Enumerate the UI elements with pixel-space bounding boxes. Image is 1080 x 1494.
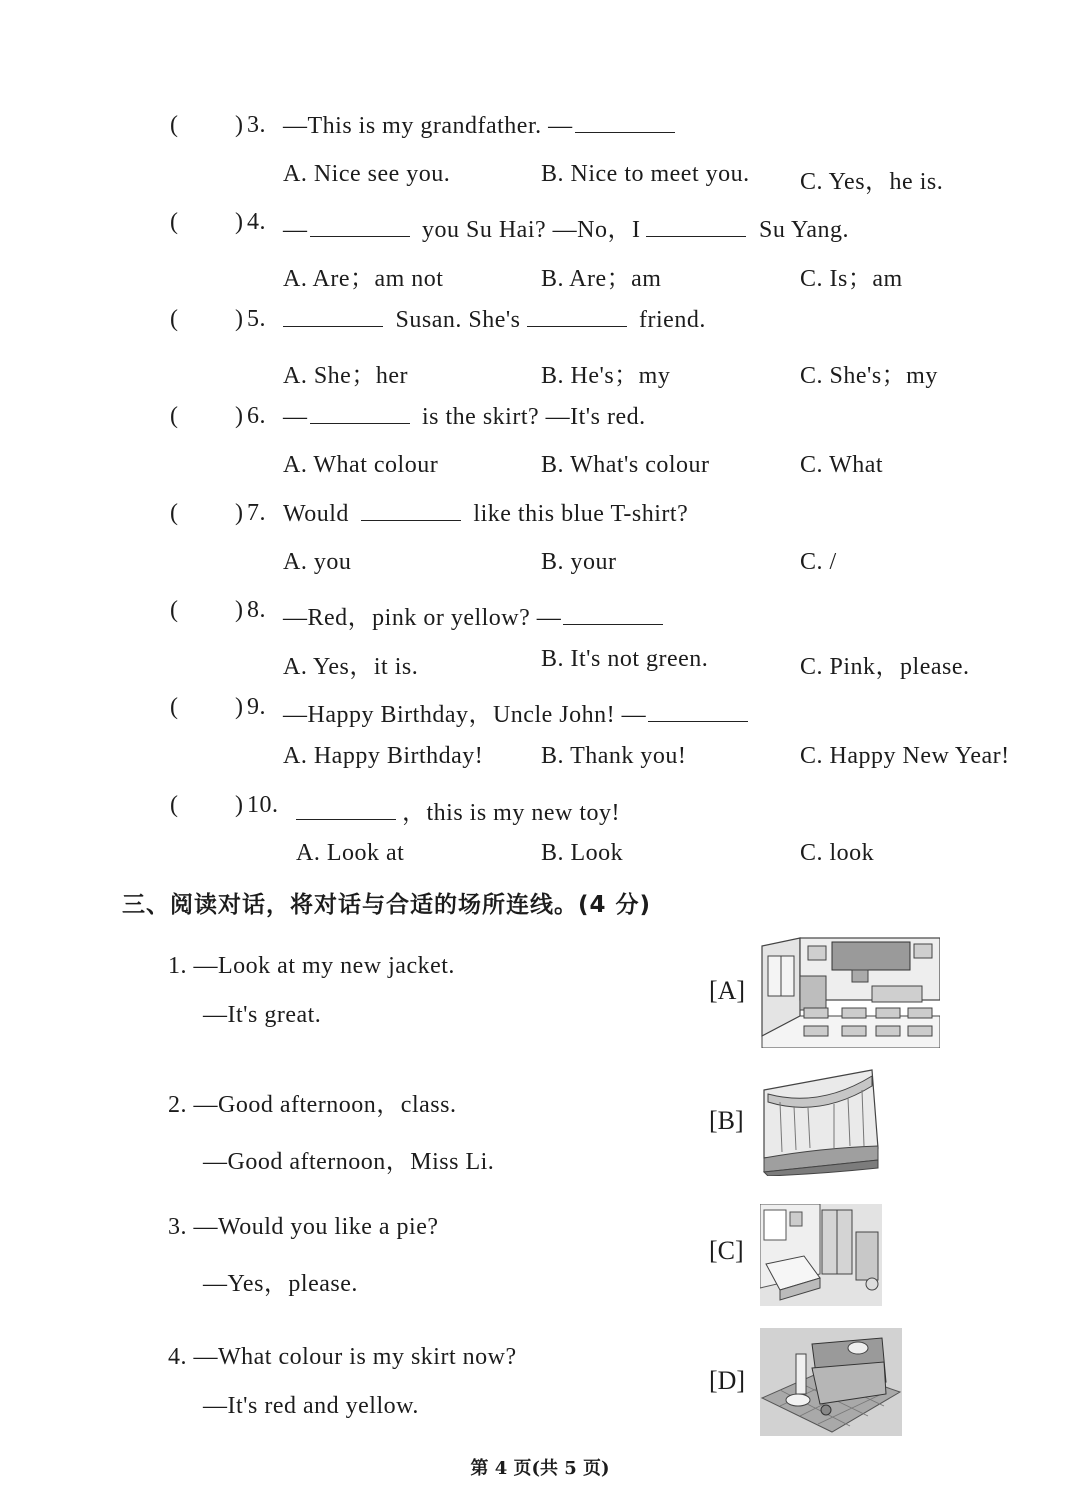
classroom-picture <box>760 936 940 1048</box>
stem-text: is the skirt? —It's red. <box>422 404 646 430</box>
question-9 <box>0 694 1080 742</box>
option-c: C. Is；am <box>800 266 903 292</box>
answer-paren-left: ( <box>170 792 179 818</box>
stem-text: ，this is my new toy! <box>402 800 620 826</box>
picture-label-a: [A] <box>709 976 746 1005</box>
dialogue-number: 3. <box>168 1214 187 1240</box>
answer-paren-right: ) <box>235 403 244 429</box>
answer-blank <box>310 403 410 424</box>
option-c: C. She's；my <box>800 363 938 389</box>
answer-paren-left: ( <box>170 306 179 332</box>
question-stem <box>283 112 681 140</box>
option-c: C. Happy New Year! <box>800 743 1010 769</box>
option-c: C. Pink，please. <box>800 654 970 680</box>
stem-text: —Red，pink or yellow? — <box>283 605 562 631</box>
dialogue-text: —Would you like a pie? <box>193 1214 439 1240</box>
option-a: A. Nice see you. <box>283 161 451 187</box>
question-number: 9. <box>247 694 266 720</box>
options-6 <box>0 452 1080 492</box>
page-footer: 第 4 页(共 5 页) <box>470 1458 610 1479</box>
question-4 <box>0 209 1080 257</box>
option-a: A. Happy Birthday! <box>283 743 484 769</box>
question-stem <box>283 403 646 431</box>
option-a: A. Look at <box>296 840 405 866</box>
question-number: 4. <box>247 209 266 235</box>
question-5 <box>0 306 1080 354</box>
option-b: B. Look <box>541 840 624 866</box>
question-stem <box>283 306 706 334</box>
dialogue-line <box>168 1084 494 1119</box>
option-c: C. What <box>800 452 884 478</box>
dialogue-3 <box>168 1214 439 1298</box>
stem-text: — <box>283 404 308 430</box>
option-c: C. look <box>800 840 875 866</box>
stem-text: —This is my grandfather. — <box>283 113 573 139</box>
dialogue-number: 1. <box>168 953 187 979</box>
answer-blank <box>361 500 461 521</box>
dialogue-4 <box>168 1344 517 1420</box>
question-stem <box>283 209 849 244</box>
answer-blank <box>296 799 396 820</box>
stage-picture <box>760 1068 882 1176</box>
stem-text: — <box>283 217 308 243</box>
options-5 <box>0 355 1080 395</box>
dialogue-reply: —Yes，please. <box>203 1271 358 1297</box>
picture-label-c: [C] <box>709 1236 744 1265</box>
question-stem <box>283 500 688 528</box>
options-10 <box>0 840 1080 880</box>
dialogue-line <box>168 1214 439 1241</box>
stem-text: Susan. She's <box>395 307 521 333</box>
answer-blank <box>283 306 383 327</box>
question-stem <box>283 597 669 632</box>
options-7 <box>0 549 1080 589</box>
answer-paren-right: ) <box>235 500 244 526</box>
option-b: B. He's；my <box>541 363 671 389</box>
dialogue-number: 4. <box>168 1344 187 1370</box>
picture-label-b: [B] <box>709 1106 744 1135</box>
dialogue-line <box>168 953 455 980</box>
dialogue-text: —Good afternoon，class. <box>193 1092 457 1118</box>
options-3 <box>0 161 1080 201</box>
answer-paren-left: ( <box>170 403 179 429</box>
section-heading: 三、阅读对话，将对话与合适的场所连线。(4 分) <box>122 892 652 918</box>
options-9 <box>0 743 1080 783</box>
picture-label-d: [D] <box>709 1366 746 1395</box>
answer-paren-right: ) <box>235 597 244 623</box>
stem-text: friend. <box>639 307 706 333</box>
answer-paren-right: ) <box>235 792 244 818</box>
option-b: B. your <box>541 549 617 575</box>
option-c: C. Yes，he is. <box>800 169 944 195</box>
dialogue-1 <box>168 953 455 1029</box>
options-8 <box>0 646 1080 686</box>
dialogue-2 <box>168 1084 494 1176</box>
stem-text: you Su Hai? —No，I <box>422 217 641 243</box>
answer-paren-left: ( <box>170 597 179 623</box>
option-b: B. Nice to meet you. <box>541 161 750 187</box>
dialogue-line <box>168 1344 517 1371</box>
answer-paren-right: ) <box>235 209 244 235</box>
question-7 <box>0 500 1080 548</box>
dialogue-number: 2. <box>168 1092 187 1118</box>
answer-paren-right: ) <box>235 112 244 138</box>
option-a: A. What colour <box>283 452 439 478</box>
answer-paren-right: ) <box>235 694 244 720</box>
answer-paren-left: ( <box>170 209 179 235</box>
answer-blank <box>648 701 748 722</box>
question-number: 3. <box>247 112 266 138</box>
stem-text: like this blue T-shirt? <box>473 501 689 527</box>
question-10 <box>0 792 1080 840</box>
option-b: B. It's not green. <box>541 646 709 672</box>
option-a: A. Are；am not <box>283 266 444 292</box>
dialogue-text: —Look at my new jacket. <box>193 953 455 979</box>
option-a: A. you <box>283 549 352 575</box>
answer-blank <box>575 112 675 133</box>
dialogue-text: —What colour is my skirt now? <box>193 1344 517 1370</box>
answer-blank <box>563 604 663 625</box>
question-3 <box>0 112 1080 160</box>
option-b: B. What's colour <box>541 452 710 478</box>
answer-paren-left: ( <box>170 500 179 526</box>
dialogue-reply: —It's red and yellow. <box>203 1393 419 1419</box>
option-b: B. Are；am <box>541 266 662 292</box>
option-a: A. She；her <box>283 363 408 389</box>
stem-text: Would <box>283 501 349 527</box>
answer-blank <box>310 216 410 237</box>
answer-blank <box>646 216 746 237</box>
stem-text: Su Yang. <box>758 217 850 243</box>
question-number: 5. <box>247 306 266 332</box>
option-c: C. / <box>800 549 837 575</box>
stem-text: —Happy Birthday，Uncle John! — <box>283 702 647 728</box>
option-b: B. Thank you! <box>541 743 687 769</box>
question-number: 8. <box>247 597 266 623</box>
picnic-picture <box>760 1328 902 1436</box>
bedroom-picture <box>760 1204 882 1306</box>
dialogue-reply: —Good afternoon，Miss Li. <box>203 1149 495 1175</box>
question-stem <box>296 792 620 827</box>
answer-blank <box>527 306 627 327</box>
options-4 <box>0 258 1080 298</box>
answer-paren-right: ) <box>235 306 244 332</box>
option-a: A. Yes，it is. <box>283 654 419 680</box>
question-number: 6. <box>247 403 266 429</box>
answer-paren-left: ( <box>170 112 179 138</box>
question-stem <box>283 694 754 729</box>
question-6 <box>0 403 1080 451</box>
question-number: 10. <box>247 792 279 818</box>
dialogue-reply: —It's great. <box>203 1002 322 1028</box>
question-number: 7. <box>247 500 266 526</box>
question-8 <box>0 597 1080 645</box>
answer-paren-left: ( <box>170 694 179 720</box>
